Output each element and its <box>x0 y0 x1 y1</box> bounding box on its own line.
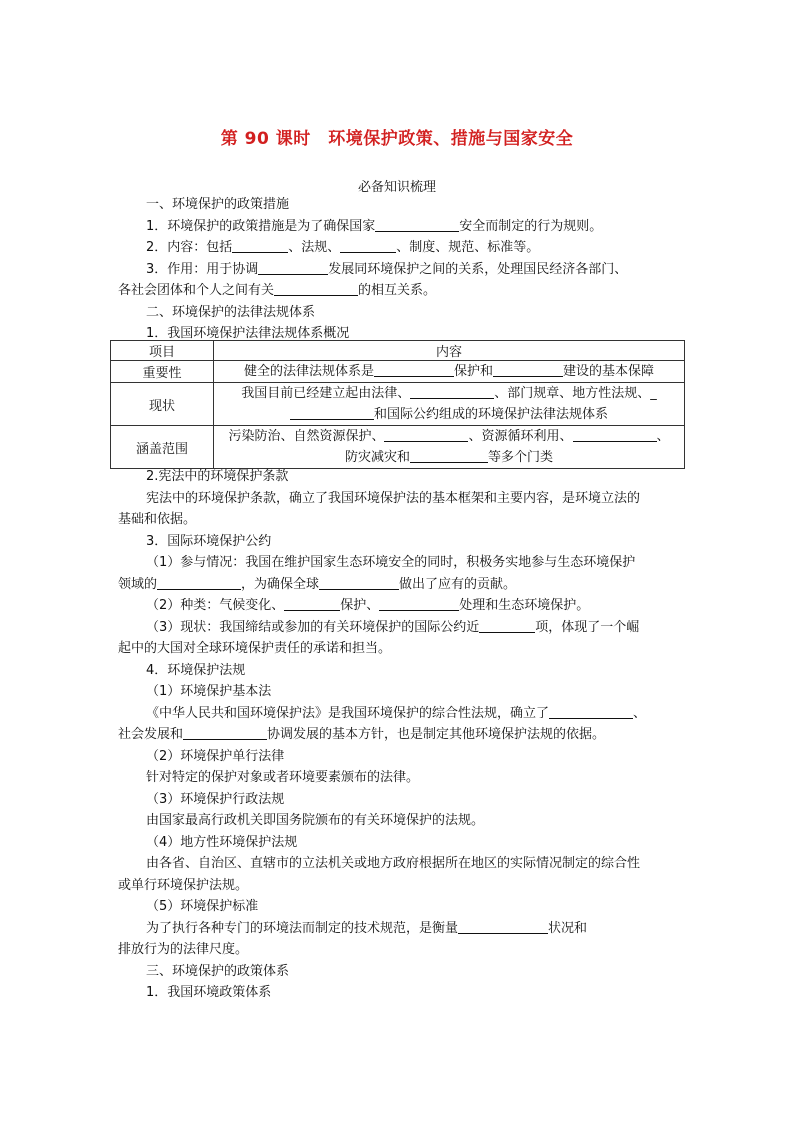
paragraph: 针对特定的保护对象或者环境要素颁布的法律。 <box>146 770 420 785</box>
subsection-heading: 3．国际环境保护公约 <box>146 533 272 549</box>
section-heading: 二、环境保护的法律法规体系 <box>146 304 316 320</box>
table-row-label: 现状 <box>111 383 214 426</box>
fill-blank <box>374 362 454 377</box>
fill-blank <box>479 618 535 633</box>
table-cell: 我国目前已经建立起由法律、 、部门规章、地方性法规、_ 和国际公约组成的环境保护法律法规体系 <box>214 383 685 426</box>
subsection-heading: （2）环境保护单行法律 <box>146 748 285 764</box>
fill-blank <box>573 427 657 442</box>
table-row-label: 重要性 <box>111 361 214 383</box>
fill-blank <box>274 281 358 296</box>
paragraph: 3．作用：用于协调 发展同环境保护之间的关系，处理国民经济各部门、 <box>146 261 628 277</box>
subsection-heading: 1．我国环境政策体系 <box>146 985 272 1000</box>
table-header-cell: 项目 <box>111 341 214 361</box>
fill-blank <box>549 704 633 719</box>
paragraph-continuation: 领域的 ，为确保全球 做出了应有的贡献。 <box>118 576 517 592</box>
fill-blank <box>410 448 488 463</box>
paragraph-continuation: 各社会团体和个人之间有关 的相互关系。 <box>118 283 437 298</box>
paragraph: （1）参与情况：我国在维护国家生态环境安全的同时，积极务实地参与生态环境保护 <box>146 555 636 570</box>
table-cell: 污染防治、自然资源保护、 、资源循环利用、 、 防灾减灾和 等多个门类 <box>214 426 685 469</box>
paragraph: 宪法中的环境保护条款，确立了我国环境保护法的基本框架和主要内容，是环境立法的 <box>146 490 641 506</box>
paragraph: 为了执行各种专门的环境法而制定的技术规范，是衡量 状况和 <box>146 920 588 936</box>
table-header-cell: 内容 <box>214 341 685 361</box>
fill-blank <box>410 384 494 399</box>
section-heading: 三、环境保护的政策体系 <box>146 963 290 979</box>
paragraph-continuation: 起中的大国对全球环境保护责任的承诺和担当。 <box>118 641 392 656</box>
paragraph: （3）现状：我国缔结或参加的有关环境保护的国际公约近 项，体现了一个崛 <box>146 619 640 635</box>
fill-blank <box>183 725 267 740</box>
paragraph-continuation: 排放行为的法律尺度。 <box>118 942 249 957</box>
paragraph: 由国家最高行政机关即国务院颁布的有关环境保护的法规。 <box>146 813 485 828</box>
section-law-system <box>118 466 688 1004</box>
table-row-label: 涵盖范围 <box>111 426 214 469</box>
paragraph: 1．环境保护的政策措施是为了确保国家 安全而制定的行为规则。 <box>146 218 603 234</box>
paragraph-continuation: 基础和依据。 <box>118 512 197 527</box>
fill-blank <box>493 362 563 377</box>
fill-blank <box>340 238 396 253</box>
fill-blank <box>284 596 340 611</box>
section-heading: 一、环境保护的政策措施 <box>146 197 290 212</box>
subsection-heading: 1．我国环境保护法律法规体系概况 <box>146 326 350 341</box>
paragraph: 《中华人民共和国环境保护法》是我国环境保护的综合性法规，确立了 、 <box>146 705 647 721</box>
subsection-heading: （4）地方性环境保护法规 <box>146 834 298 850</box>
subsection-heading: （5）环境保护标准 <box>146 899 259 914</box>
subsection-heading: 2.宪法中的环境保护条款 <box>146 469 289 484</box>
fill-blank <box>458 919 548 934</box>
table-header-row <box>111 341 685 361</box>
paragraph: 由各省、自治区、直辖市的立法机关或地方政府根据所在地区的实际情况制定的综合性 <box>146 856 641 871</box>
law-system-table <box>110 340 685 469</box>
fill-blank <box>258 260 328 275</box>
table-row <box>111 383 685 426</box>
table-row <box>111 361 685 383</box>
paragraph-continuation: 社会发展和 协调发展的基本方针，也是制定其他环境保护法规的依据。 <box>118 727 606 742</box>
subsection-heading: （1）环境保护基本法 <box>146 684 272 699</box>
page-title: 第 90 课时 环境保护政策、措施与国家安全 <box>220 129 574 149</box>
fill-blank <box>290 405 374 420</box>
paragraph: （2）种类：气候变化、 保护、 处理和生态环境保护。 <box>146 598 590 613</box>
table-cell: 健全的法律法规体系是 保护和 建设的基本保障 <box>214 361 685 383</box>
fill-blank <box>384 427 468 442</box>
fill-blank <box>232 238 288 253</box>
fill-blank <box>157 575 241 590</box>
table-row <box>111 426 685 469</box>
section-policy-measures <box>118 194 688 345</box>
section-subtitle: 必备知识梳理 <box>357 180 436 195</box>
subsection-heading: （3）环境保护行政法规 <box>146 791 285 807</box>
fill-blank <box>379 596 459 611</box>
paragraph: 2．内容：包括 、法规、 、制度、规范、标准等。 <box>146 240 540 255</box>
fill-blank <box>319 575 399 590</box>
paragraph-continuation: 或单行环境保护法规。 <box>118 877 249 893</box>
fill-blank <box>375 217 459 232</box>
subsection-heading: 4．环境保护法规 <box>146 662 246 678</box>
